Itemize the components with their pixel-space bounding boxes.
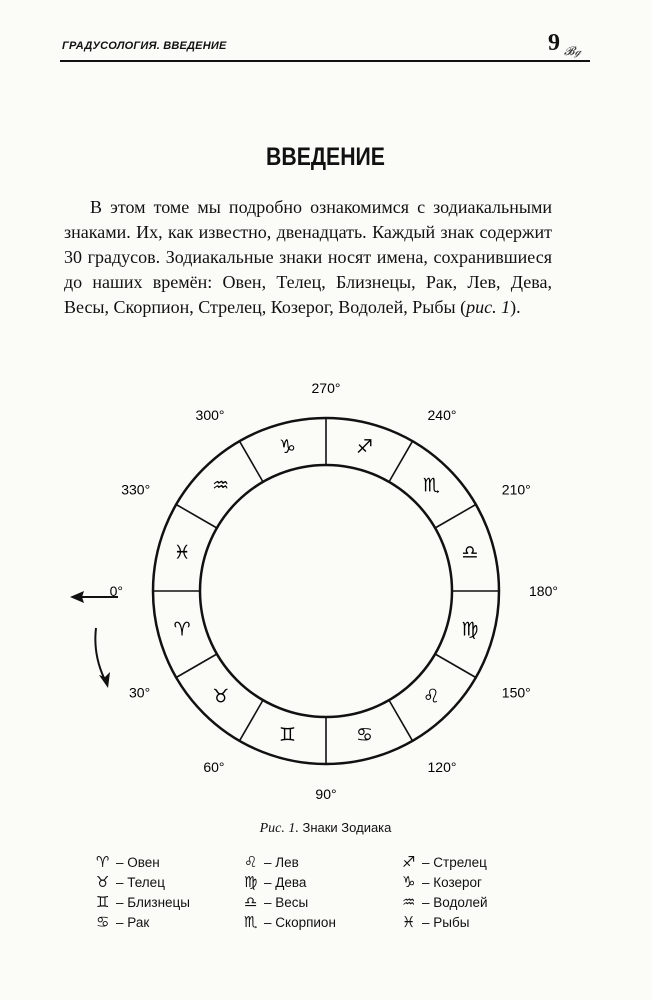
chapter-title: ВВЕДЕНИЕ (266, 143, 385, 171)
degree-label: 150° (501, 684, 531, 701)
caption-text: Знаки Зодиака (298, 820, 392, 835)
rotation-arrow (95, 628, 110, 688)
degree-label: 120° (427, 758, 457, 775)
taurus-sign-glyph: ♉ (212, 685, 230, 708)
legend-label: – Рак (116, 915, 150, 930)
intro-text: В этом томе мы подробно ознакомимся с зодиакальными знаками. Их, как известно, двенадцать. Каждый знак содержит 30 градусов. Зодиакальные знаки носят имена, сохранившиеся до наших времён: Овен, Телец, Близнецы, Рак, Лев, Дева, Весы, Скорпион, Стрелец, Козерог, Водолей, Рыбы ( (64, 197, 552, 317)
legend-label: – Рыбы (422, 915, 470, 930)
degree-label: 270° (311, 380, 341, 396)
intro-paragraph (64, 195, 552, 320)
legend-label: – Лев (264, 855, 299, 870)
cancer-icon: ♋ (96, 913, 110, 931)
legend-label: – Скорпион (264, 915, 336, 930)
caption-label: Рис. 1. (259, 821, 299, 836)
degree-label: 0° (109, 583, 123, 599)
degree-label: 60° (203, 758, 225, 775)
virgo-sign-glyph: ♍ (461, 618, 479, 641)
outer-circle (153, 418, 499, 764)
capricorn-sign-glyph: ♑ (278, 436, 296, 459)
leo-icon: ♌ (244, 853, 258, 871)
aries-icon: ♈ (96, 853, 110, 871)
zodiac-wheel (153, 418, 499, 764)
scorpio-sign-glyph: ♏ (422, 474, 440, 497)
legend-item (244, 872, 336, 892)
division-line (435, 654, 476, 678)
legend-label: – Козерог (422, 875, 482, 890)
inner-circle (200, 465, 452, 717)
legend-item (96, 872, 190, 892)
running-head: ГРАДУСОЛОГИЯ. ВВЕДЕНИЕ (62, 40, 227, 52)
zodiac-wheel-diagram (0, 370, 651, 820)
pisces-icon: ♓ (402, 913, 416, 931)
legend-label: – Телец (116, 875, 165, 890)
degree-label: 210° (501, 481, 531, 498)
legend-column (244, 852, 336, 932)
sagittarius-sign-glyph: ♐ (356, 436, 374, 459)
figure-reference: рис. 1 (466, 297, 511, 317)
legend-label: – Весы (264, 895, 309, 910)
degree-label: 90° (315, 786, 337, 802)
legend-column (402, 852, 488, 932)
degree-label: 330° (121, 481, 151, 498)
degree-label: 180° (529, 583, 558, 599)
sagittarius-icon: ♐ (402, 853, 416, 871)
aquarius-icon: ♒ (402, 893, 416, 911)
page-ornament: 𝓑ℊ (564, 44, 582, 58)
division-line (389, 700, 413, 741)
capricorn-icon: ♑ (402, 873, 416, 891)
division-line (240, 441, 264, 482)
legend-item (96, 852, 190, 872)
legend-item (244, 912, 336, 932)
intro-text-end: ). (510, 297, 521, 317)
division-line (389, 441, 413, 482)
page-number: 9 (548, 30, 560, 56)
scorpio-icon: ♏ (244, 913, 258, 931)
aries-sign-glyph: ♈ (173, 618, 191, 641)
legend-item (402, 872, 488, 892)
legend-label: – Овен (116, 855, 160, 870)
taurus-icon: ♉ (96, 873, 110, 891)
header-rule (60, 60, 590, 62)
libra-sign-glyph: ♎ (461, 541, 479, 564)
division-line (176, 505, 217, 529)
legend-item (96, 892, 190, 912)
legend-column (96, 852, 190, 932)
gemini-icon: ♊ (96, 893, 110, 911)
legend-item (244, 892, 336, 912)
aquarius-sign-glyph: ♒ (212, 474, 230, 497)
legend-item (402, 892, 488, 912)
cancer-sign-glyph: ♋ (356, 723, 374, 746)
legend-item (244, 852, 336, 872)
legend-item (96, 912, 190, 932)
virgo-icon: ♍ (244, 873, 258, 891)
division-line (240, 700, 264, 741)
gemini-sign-glyph: ♊ (278, 723, 296, 746)
degree-label: 240° (427, 407, 457, 424)
legend-label: – Близнецы (116, 895, 190, 910)
division-line (435, 505, 476, 529)
sign-glyphs (174, 436, 479, 746)
leo-sign-glyph: ♌ (422, 685, 440, 708)
pisces-sign-glyph: ♓ (173, 541, 191, 564)
legend-label: – Стрелец (422, 855, 487, 870)
legend-item (402, 912, 488, 932)
degree-label: 30° (129, 684, 151, 701)
figure-caption (0, 820, 651, 837)
legend-item (402, 852, 488, 872)
libra-icon: ♎ (244, 893, 258, 911)
division-line (176, 654, 217, 678)
legend-label: – Дева (264, 875, 307, 890)
degree-label: 300° (195, 407, 225, 424)
legend-label: – Водолей (422, 895, 488, 910)
